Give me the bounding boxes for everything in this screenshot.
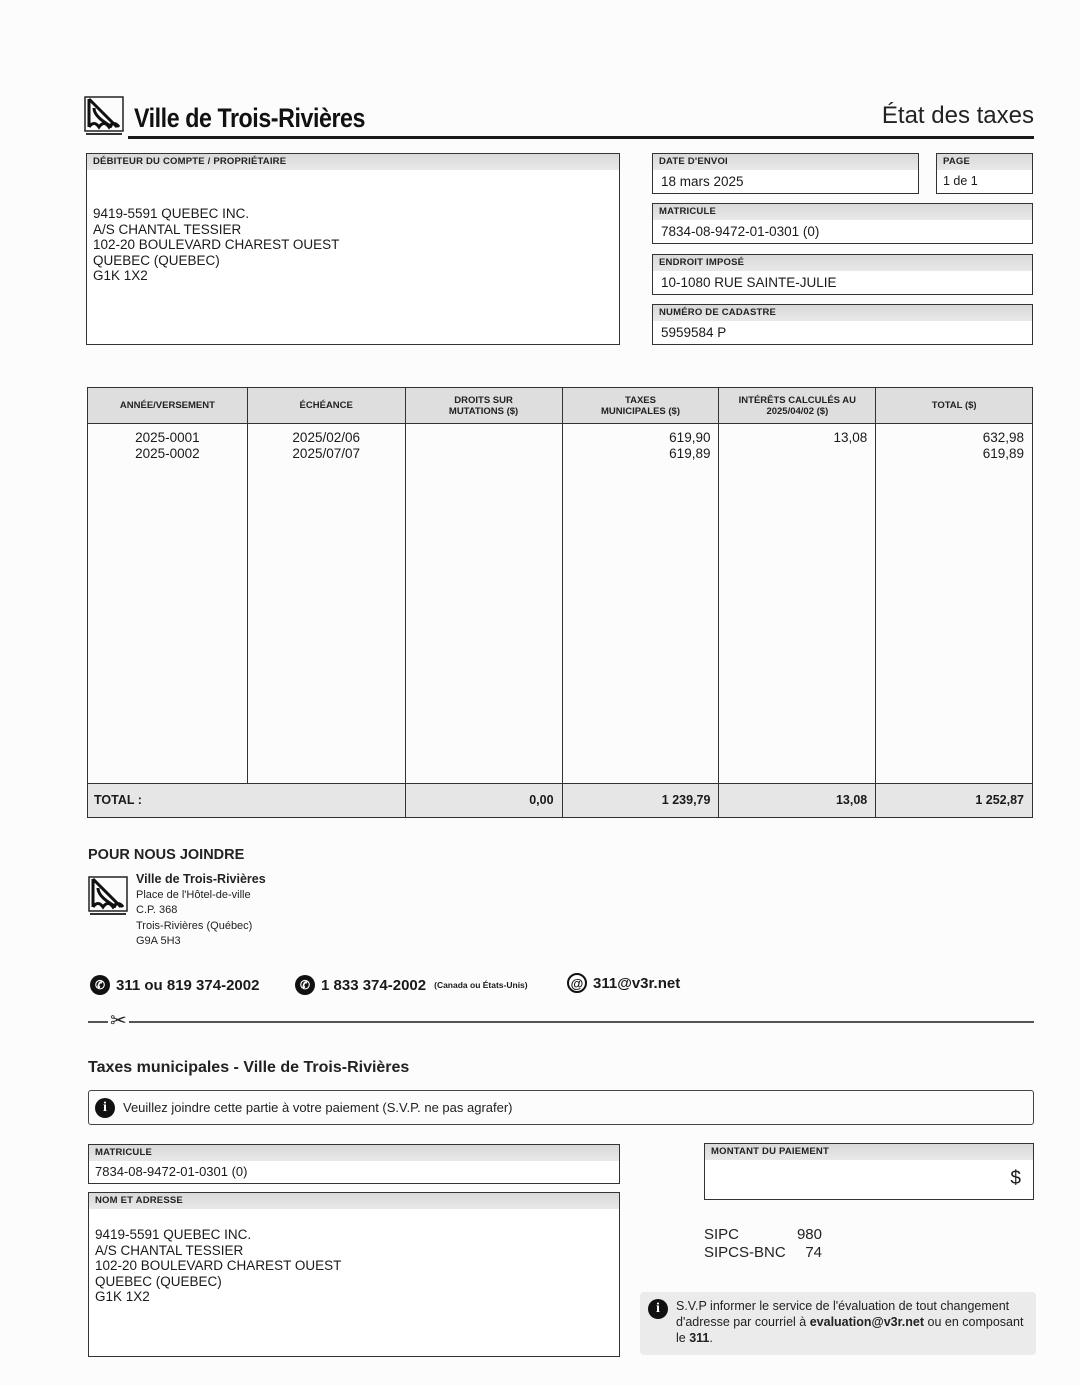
address-line: G1K 1X2 bbox=[93, 268, 148, 284]
attach-notice-text: Veuillez joindre cette partie à votre paiement (S.V.P. ne pas agrafer) bbox=[123, 1100, 513, 1115]
table-cell: 2025/07/07 bbox=[292, 445, 360, 461]
page-box bbox=[936, 153, 1033, 194]
phone-icon: ✆ bbox=[295, 975, 315, 995]
page-value: 1 de 1 bbox=[943, 174, 978, 188]
phone-local bbox=[90, 975, 259, 995]
contact-address bbox=[136, 872, 266, 950]
droits-cell bbox=[405, 424, 562, 784]
echeance-cell bbox=[247, 424, 405, 784]
page-label: PAGE bbox=[937, 154, 1032, 170]
document-title: État des taxes bbox=[881, 102, 1034, 129]
matricule-value: 7834-08-9472-01-0301 (0) bbox=[661, 224, 820, 239]
phone-local-number: 311 ou 819 374-2002 bbox=[116, 976, 260, 994]
debtor-box bbox=[86, 153, 620, 345]
notice-email-link[interactable]: evaluation@v3r.net bbox=[809, 1315, 925, 1329]
total-interets: 13,08 bbox=[719, 784, 876, 818]
table-cell: 2025/02/06 bbox=[292, 430, 360, 445]
notice-text: . bbox=[709, 1331, 713, 1345]
table-cell: 619,89 bbox=[982, 445, 1024, 461]
payment-amount-box[interactable] bbox=[704, 1143, 1034, 1200]
col-droits-mutations: DROITS SUR MUTATIONS ($) bbox=[405, 388, 562, 424]
debtor-label: DÉBITEUR DU COMPTE / PROPRIÉTAIRE bbox=[87, 154, 619, 170]
endroit-label: ENDROIT IMPOSÉ bbox=[653, 255, 1032, 271]
cadastre-value: 5959584 P bbox=[661, 325, 727, 340]
table-total-row bbox=[88, 784, 1033, 818]
city-logo-icon bbox=[84, 96, 124, 138]
total-label: TOTAL : bbox=[88, 784, 406, 818]
matricule-box bbox=[652, 203, 1033, 244]
sipc-value: 980 bbox=[796, 1226, 822, 1243]
slip-matricule-value: 7834-08-9472-01-0301 (0) bbox=[95, 1164, 248, 1179]
scissors-icon: ✂ bbox=[110, 1010, 127, 1032]
cut-line bbox=[88, 1021, 1034, 1023]
brand-name: Ville de Trois-Rivières bbox=[134, 103, 366, 133]
table-header-row bbox=[88, 388, 1033, 424]
date-value: 18 mars 2025 bbox=[661, 174, 744, 189]
address-line: A/S CHANTAL TESSIER bbox=[95, 1242, 244, 1258]
header-rule bbox=[128, 136, 1034, 139]
total-droits: 0,00 bbox=[405, 784, 562, 818]
at-icon: @ bbox=[567, 973, 587, 993]
address-line: A/S CHANTAL TESSIER bbox=[93, 221, 242, 237]
sipcs-row bbox=[704, 1244, 822, 1262]
table-cell: 619,89 bbox=[669, 445, 711, 461]
endroit-value: 10-1080 RUE SAINTE-JULIE bbox=[661, 275, 837, 290]
contact-heading: POUR NOUS JOINDRE bbox=[88, 847, 245, 863]
debtor-address bbox=[87, 170, 619, 284]
address-line: G1K 1X2 bbox=[95, 1289, 150, 1305]
interets-cell bbox=[719, 424, 876, 784]
phone-tollfree-note: (Canada ou États-Unis) bbox=[434, 980, 528, 990]
info-icon: i bbox=[95, 1098, 115, 1118]
contact-email-address: 311@v3r.net bbox=[593, 974, 681, 992]
slip-name-box bbox=[88, 1192, 620, 1357]
table-body-row bbox=[88, 424, 1033, 784]
date-label: DATE D'ENVOI bbox=[653, 154, 918, 170]
slip-matricule-label: MATRICULE bbox=[89, 1145, 619, 1161]
sipcs-label: SIPCS-BNC bbox=[704, 1244, 786, 1261]
address-line: QUEBEC (QUEBEC) bbox=[95, 1273, 222, 1289]
contact-address-line: G9A 5H3 bbox=[136, 935, 181, 947]
contact-address-line: Place de l'Hôtel-de-ville bbox=[136, 888, 251, 901]
address-line: 9419-5591 QUEBEC INC. bbox=[93, 206, 250, 221]
city-logo-small-icon bbox=[88, 876, 128, 918]
address-line: 9419-5591 QUEBEC INC. bbox=[95, 1227, 252, 1242]
col-taxes-municipales: TAXES MUNICIPALES ($) bbox=[562, 388, 719, 424]
slip-matricule-box bbox=[88, 1144, 620, 1184]
attach-notice bbox=[88, 1090, 1034, 1125]
table-cell: 619,90 bbox=[669, 430, 711, 445]
slip-name-label: NOM ET ADRESSE bbox=[89, 1193, 619, 1209]
contact-address-line: Trois-Rivières (Québec) bbox=[136, 919, 253, 932]
table-cell: 2025-0002 bbox=[135, 445, 200, 461]
address-change-text bbox=[676, 1298, 1028, 1349]
notice-text: S.V.P informer le service de l'évaluation de tout changement d'adresse par courriel à bbox=[676, 1299, 1010, 1329]
info-icon: i bbox=[648, 1299, 668, 1319]
sipcs-value: 74 bbox=[805, 1244, 822, 1261]
total-cell bbox=[876, 424, 1033, 784]
sipc-row bbox=[704, 1226, 822, 1244]
cadastre-box bbox=[652, 304, 1033, 345]
contact-name: Ville de Trois-Rivières bbox=[136, 872, 266, 886]
address-line: 102-20 BOULEVARD CHAREST OUEST bbox=[95, 1258, 342, 1274]
endroit-box bbox=[652, 254, 1033, 295]
address-line: QUEBEC (QUEBEC) bbox=[93, 252, 220, 268]
slip-title: Taxes municipales - Ville de Trois-Rivières bbox=[88, 1059, 410, 1076]
sipc-label: SIPC bbox=[704, 1226, 740, 1243]
payment-amount-currency: $ bbox=[1010, 1168, 1021, 1189]
contact-address-line: C.P. 368 bbox=[136, 904, 178, 916]
col-interets: INTÉRÊTS CALCULÉS AU 2025/04/02 ($) bbox=[719, 388, 876, 424]
table-cell: 632,98 bbox=[982, 430, 1024, 445]
table-cell: 13,08 bbox=[833, 430, 868, 445]
table-cell: 2025-0001 bbox=[135, 430, 200, 445]
notice-text: ou en composant le bbox=[676, 1315, 1024, 1345]
phone-icon: ✆ bbox=[90, 975, 110, 995]
taxes-cell bbox=[562, 424, 719, 784]
slip-address bbox=[89, 1209, 619, 1305]
address-change-notice bbox=[640, 1292, 1036, 1355]
contact-email bbox=[567, 973, 680, 993]
col-annee-versement: ANNÉE/VERSEMENT bbox=[88, 388, 248, 424]
sipc-codes bbox=[704, 1226, 822, 1262]
matricule-label: MATRICULE bbox=[653, 204, 1032, 220]
payment-amount-label: MONTANT DU PAIEMENT bbox=[705, 1144, 1033, 1160]
total-total: 1 252,87 bbox=[876, 784, 1033, 818]
notice-number: 311 bbox=[689, 1331, 710, 1345]
col-echeance: ÉCHÉANCE bbox=[247, 388, 405, 424]
date-box bbox=[652, 153, 919, 194]
annee-cell bbox=[88, 424, 248, 784]
phone-tollfree-number: 1 833 374-2002 bbox=[321, 976, 427, 994]
phone-tollfree bbox=[295, 975, 528, 995]
address-line: 102-20 BOULEVARD CHAREST OUEST bbox=[93, 237, 340, 253]
col-total: TOTAL ($) bbox=[876, 388, 1033, 424]
tax-table bbox=[87, 387, 1033, 818]
total-taxes: 1 239,79 bbox=[562, 784, 719, 818]
cadastre-label: NUMÉRO DE CADASTRE bbox=[653, 305, 1032, 321]
